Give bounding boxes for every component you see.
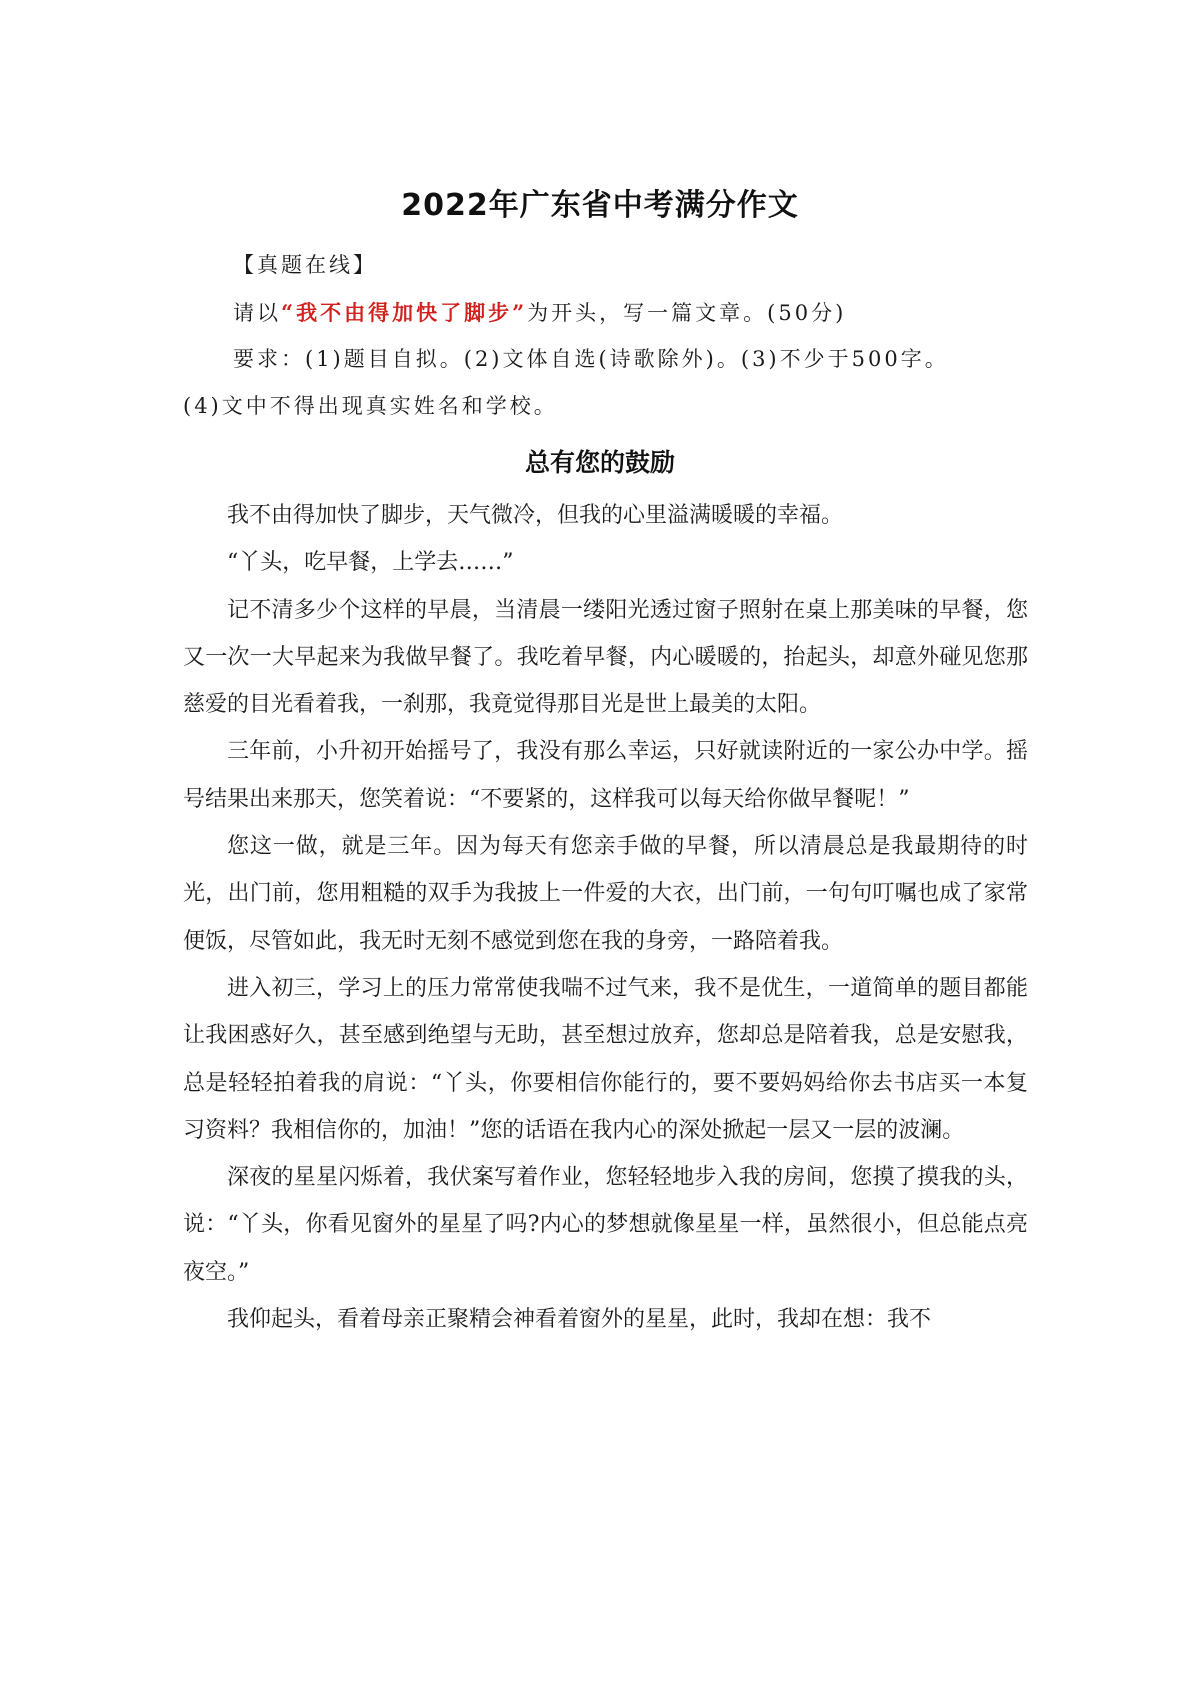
requirements-line-1: 要求：(1)题目自拟。(2)文体自选(诗歌除外)。(3)不少于500字。 — [233, 347, 949, 371]
exam-prompt — [183, 242, 1028, 430]
document-title: 2022年广东省中考满分作文 — [401, 188, 799, 223]
requirements-line-2: (4)文中不得出现真实姓名和学校。 — [183, 394, 558, 418]
prompt-prefix: 请以 — [233, 301, 281, 325]
prompt-quote: “我不由得加快了脚步” — [281, 300, 528, 325]
essay-paragraph: 我不由得加快了脚步，天气微冷，但我的心里溢满暖暖的幸福。 — [227, 503, 844, 528]
prompt-suffix: 为开头，写一篇文章。(50分) — [527, 301, 847, 325]
essay-body — [183, 492, 1028, 1343]
essay-paragraph: 您这一做，就是三年。因为每天有您亲手做的早餐，所以清晨总是我最期待的时光，出门前，您用粗糙的双手为我披上一件爱的大衣，出门前，一句句叮嘱也成了家常便饭，尽管如此，我无时无刻不感觉到您在我的身旁，一路陪着我。 — [183, 834, 1028, 954]
section-label: 【真题在线】 — [233, 253, 377, 277]
essay-paragraph: “丫头，吃早餐，上学去……” — [227, 550, 514, 576]
prompt-line — [183, 289, 1028, 336]
essay-paragraph: 记不清多少个这样的早晨，当清晨一缕阳光透过窗子照射在桌上那美味的早餐，您又一次一大早起来为我做早餐了。我吃着早餐，内心暖暖的，抬起头，却意外碰见您那慈爱的目光看着我，一刹那，我竟觉得那目光是世上最美的太阳。 — [183, 597, 1028, 718]
essay-paragraph: 三年前，小升初开始摇号了，我没有那么幸运，只好就读附近的一家公办中学。摇号结果出来那天，您笑着说：“不要紧的，这样我可以每天给你做早餐呢！” — [183, 739, 1028, 812]
essay-paragraph: 进入初三，学习上的压力常常使我喘不过气来，我不是优生，一道简单的题目都能让我困惑好久，甚至感到绝望与无助，甚至想过放弃，您却总是陪着我，总是安慰我，总是轻轻拍着我的肩说：“丫头，你要相信你能行的，要不要妈妈给你去书店买一本复习资料？我相信你的，加油！”您的话语在我内心的深处掀起一层又一层的波澜。 — [183, 975, 1028, 1143]
essay-paragraph: 深夜的星星闪烁着，我伏案写着作业，您轻轻地步入我的房间，您摸了摸我的头，说：“丫头，你看见窗外的星星了吗?内心的梦想就像星星一样，虽然很小，但总能点亮夜空。” — [183, 1165, 1028, 1285]
essay-title: 总有您的鼓励 — [524, 448, 675, 477]
essay-paragraph: 我仰起头，看着母亲正聚精会神看着窗外的星星，此时，我却在想：我不 — [227, 1307, 932, 1333]
